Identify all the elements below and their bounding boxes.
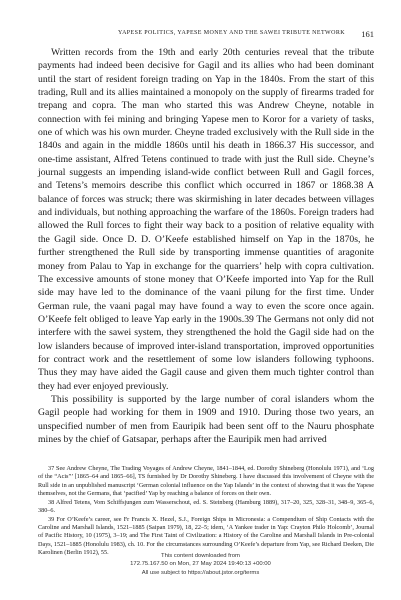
footnote: 39 For O’Keefe’s career, see Fr Francis X. Hezel, S.J., Foreign Ships in Micronesia: a Compendium of Ship Contacts with the Caroline and Marshall Islands, 1521–1885 (Saipan 1979), 18, 22–5; idem, ‘A Yankee trader in Yap: Crayton Philo Holcomb’, Journal of Pacific History, 10 (1975), 3–19; and The First Taint of Civilization: a History of the Caroline and Marshall Islands in Pre-colonial Days, 1521–1885 (Honolulu 1983), ch. 10. For the circumstances surrounding O’Keefe’s departure from Yap, see Richard Deeken, Die Karolinen (Berlin 1912), 55.: [38, 515, 374, 556]
footer-terms-line: All use subject to https://about.jstor.org/terms: [141, 569, 260, 576]
footnotes: [38, 465, 374, 558]
paragraph: This possibility is supported by the large number of coral islanders whom the Gagil people had working for them in 1909 and 1910. During those two years, an unspecified number of men from Eauripik had been sent off to the Nauru phosphate mines by the chief of Gatsapar, perhaps after the Eauripik men had arrived: [38, 393, 374, 445]
footnote: 37 See Andrew Cheyne, The Trading Voyages of Andrew Cheyne, 1841–1844, ed. Dorothy Shineberg (Honolulu 1971), and ‘Log of the “Acis”’ [1865–64 and 1865–66], TS furnished by Dr Dorothy Shineberg. I have discussed this involvement of Cheyne with the Rull side in an unpublished manuscript ‘German colonial influence on the Yap Islands’ in the context of showing that it was the Yapese themselves, not the Germans, that ‘pacified’ Yap by reaching a balance of forces on their own.: [38, 465, 374, 497]
footer-line: 172.75.167.50 on Mon, 27 May 2024 19:40:13 +00:00: [130, 561, 271, 568]
paragraph: Written records from the 19th and early 20th centuries reveal that the tribute payments had indeed been decisive for Gagil and its allies who had been dominant until the start of resident foreign trading on Yap in the 1840s. From the start of this trading, Rull and its allies maintained a monopoly on the supply of firearms traded for trepang and copra. The man who started this was Andrew Cheyne, notable in connection with fei mining and bringing Yapese men to Koror for a variety of tasks, one of which was his own murder. Cheyne traded exclusively with the Rull side in the 1840s and again in the middle 1860s until his death in 1866.37 His successor, and one-time assistant, Alfred Tetens continued to trade with just the Rull side. Cheyne’s journal suggests an impending island-wide conflict between Rull and Gagil forces, and Tetens’s memoirs describe this conflict which occurred in 1867 or 1868.38 A balance of forces was struck; there was skirmishing in later decades between villages and individuals, but nothing approaching the warfare of the 1860s. Foreign traders had allowed the Rull forces to fight their way back to a position of relative equality with the Gagil side. Once D. D. O’Keefe established himself on Yap in the 1870s, he further strengthened the Rull side by transporting immense quantities of aragonite money from Palau to Yap in exchange for the quarriers’ help with copra cultivation. The excessive amounts of stone money that O’Keefe imported into Yap for the Rull side may have led to the dominance of the vaani pilung for the first time. Under German rule, the vaani pagal may have found a way to even the score once again. O’Keefe felt obliged to leave Yap early in the 1900s.39 The Germans not only did not interfere with the sawei system, they strengthened the hold the Gagil side had on the low islanders because of improved inter-island transportation, improved opportunities for contract work and the resettlement of some low islanders following typhoons. Thus they may have aided the Gagil cause and given them much tighter control than they had ever enjoyed previously.: [38, 47, 374, 392]
running-header: [38, 29, 374, 41]
running-title: YAPESE POLITICS, YAPESE MONEY AND THE SAWEI TRIBUTE NETWORK: [118, 30, 345, 36]
footer-line: This content downloaded from: [161, 553, 240, 559]
footnote: 38 Alfred Tetens, Vom Schiffsjungen zum Wasserschout, ed. S. Steinberg (Hamburg 1889), 317–20, 325, 328–31, 348–9, 365–6, 380–6.: [38, 498, 374, 514]
body-text: [38, 46, 374, 446]
download-footer: [0, 552, 401, 577]
page-number: 161: [361, 29, 374, 39]
